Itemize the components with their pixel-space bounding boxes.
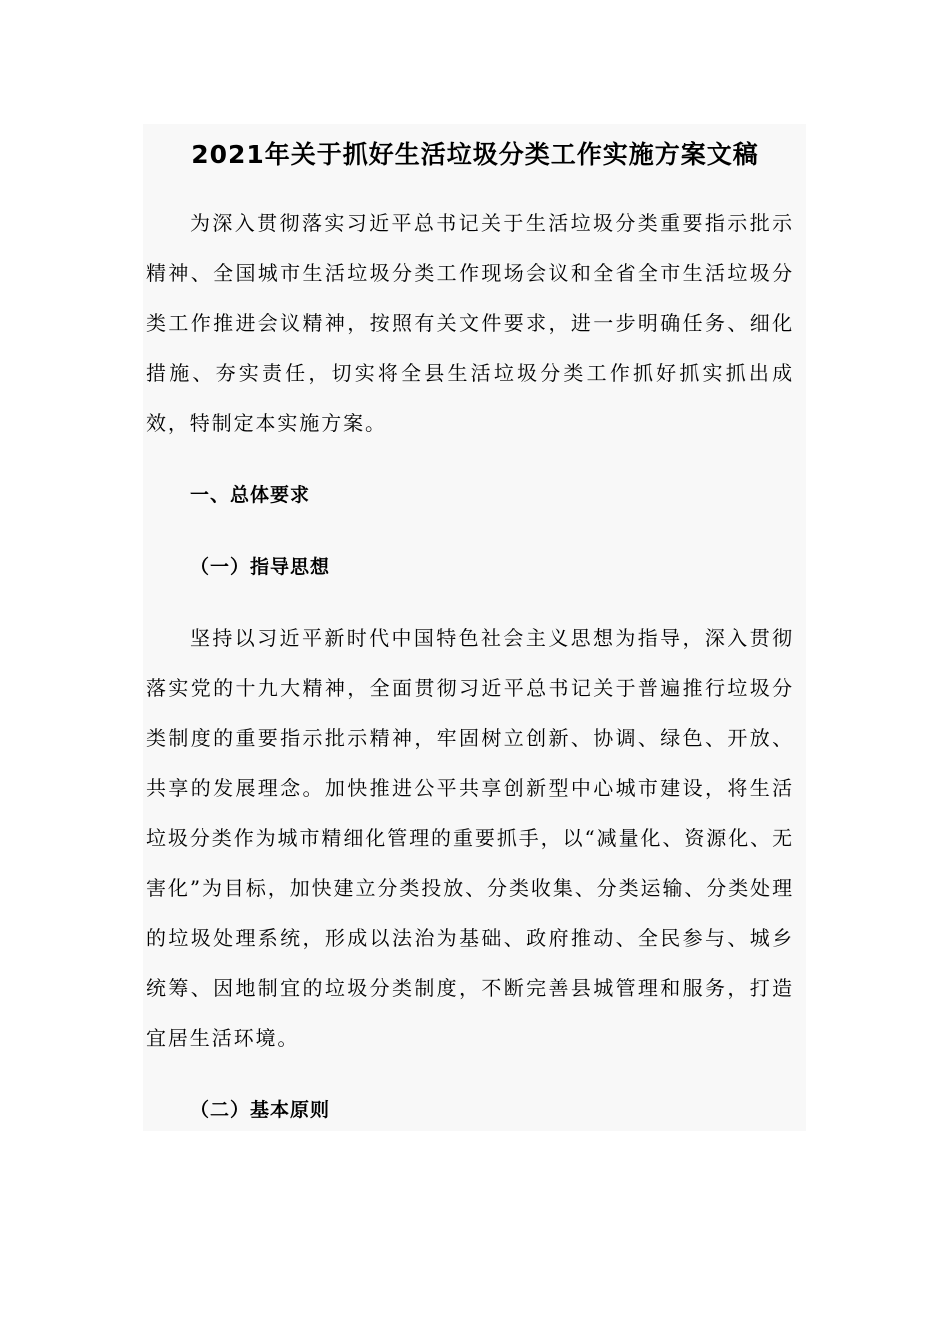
- subsection-heading-basic-principles: （二）基本原则: [190, 1099, 331, 1121]
- section-heading-general-requirements: 一、总体要求: [190, 484, 311, 506]
- guiding-ideology-paragraph: 坚持以习近平新时代中国特色社会主义思想为指导，深入贯彻落实党的十九大精神，全面贯彻习近平总书记关于普遍推行垃圾分类制度的重要指示批示精神，牢固树立创新、协调、绿色、开放、共享的发展理念。加快推进公平共享创新型中心城市建设，将生活垃圾分类作为城市精细化管理的重要抓手，以“减量化、资源化、无害化”为目标，加快建立分类投放、分类收集、分类运输、分类处理的垃圾处理系统，形成以法治为基础、政府推动、全民参与、城乡统筹、因地制宜的垃圾分类制度，不断完善县城管理和服务，打造宜居生活环境。: [146, 626, 794, 1050]
- document-title: 2021年关于抓好生活垃圾分类工作实施方案文稿: [191, 140, 759, 169]
- intro-paragraph: 为深入贯彻落实习近平总书记关于生活垃圾分类重要指示批示精神、全国城市生活垃圾分类工作现场会议和全省全市生活垃圾分类工作推进会议精神，按照有关文件要求，进一步明确任务、细化措施、夯实责任，切实将全县生活垃圾分类工作抓好抓实抓出成效，特制定本实施方案。: [146, 211, 794, 435]
- subsection-heading-guiding-ideology: （一）指导思想: [190, 556, 331, 578]
